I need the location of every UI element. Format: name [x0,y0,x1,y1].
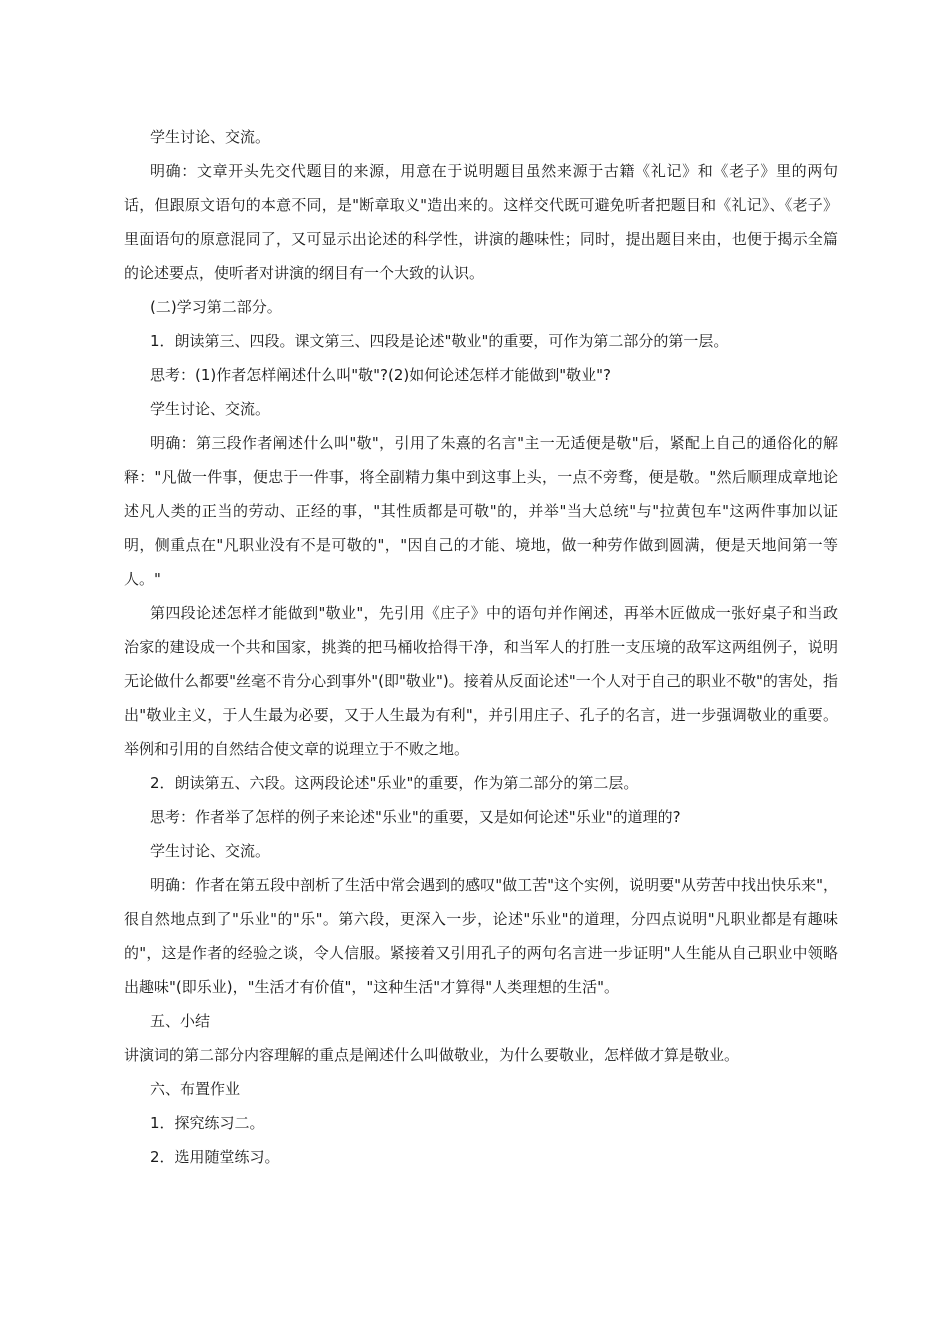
question: 思考：作者举了怎样的例子来论述"乐业"的重要，又是如何论述"乐业"的道理的? [150,808,681,826]
paragraph: 明确：文章开头先交代题目的来源，用意在于说明题目虽然来源于古籍《礼记》和《老子》里的两句话，但跟原文语句的本意不同，是"断章取义"造出来的。这样交代既可避免听者把题目和《礼记》、《老子》里面语句的原意混同了，又可显示出论述的科学性，讲演的趣味性；同时，提出题目来由，也便于揭示全篇的论述要点，使听者对讲演的纲目有一个大致的认识。 [124,162,838,282]
section-heading: 六、布置作业 [150,1080,241,1098]
paragraph: 1．朗读第三、四段。课文第三、四段是论述"敬业"的重要，可作为第二部分的第一层。 [150,332,729,350]
document-body [124,120,838,1174]
paragraph: 学生讨论、交流。 [150,842,271,860]
section-heading: 五、小结 [150,1012,211,1030]
list-item: 2．选用随堂练习。 [150,1148,280,1166]
paragraph: 2．朗读第五、六段。这两段论述"乐业"的重要，作为第二部分的第二层。 [150,774,639,792]
paragraph: 明确：作者在第五段中剖析了生活中常会遇到的感叹"做工苦"这个实例，说明要"从劳苦中找出快乐来"，很自然地点到了"乐业"的"乐"。第六段，更深入一步，论述"乐业"的道理，分四点说明"凡职业都是有趣味的"，这是作者的经验之谈，令人信服。紧接着又引用孔子的两句名言进一步证明"人生能从自己职业中领略出趣味"(即乐业)，"生活才有价值"，"这种生活"才算得"人类理想的生活"。 [124,876,838,996]
paragraph: 学生讨论、交流。 [150,128,271,146]
paragraph: 学生讨论、交流。 [150,400,271,418]
paragraph: 第四段论述怎样才能做到"敬业"，先引用《庄子》中的语句并作阐述，再举木匠做成一张好桌子和当政治家的建设成一个共和国家，挑粪的把马桶收拾得干净，和当军人的打胜一支压境的敌军这两组例子，说明无论做什么都要"丝毫不肯分心到事外"(即"敬业")。接着从反面论述"一个人对于自己的职业不敬"的害处，指出"敬业主义，于人生最为必要，又于人生最为有利"，并引用庄子、孔子的名言，进一步强调敬业的重要。举例和引用的自然结合使文章的说理立于不败之地。 [124,604,838,758]
question: 思考：(1)作者怎样阐述什么叫"敬"?(2)如何论述怎样才能做到"敬业"? [150,366,612,384]
list-item: 1．探究练习二。 [150,1114,265,1132]
section-heading: (二)学习第二部分。 [150,298,282,316]
paragraph: 讲演词的第二部分内容理解的重点是阐述什么叫做敬业，为什么要敬业，怎样做才算是敬业。 [124,1046,740,1064]
paragraph: 明确：第三段作者阐述什么叫"敬"，引用了朱熹的名言"主一无适便是敬"后，紧配上自己的通俗化的解释："凡做一件事，便忠于一件事，将全副精力集中到这事上头，一点不旁骛，便是敬。"然后顺理成章地论述凡人类的正当的劳动、正经的事，"其性质都是可敬"的，并举"当大总统"与"拉黄包车"这两件事加以证明，侧重点在"凡职业没有不是可敬的"，"因自己的才能、境地，做一种劳作做到圆满，便是天地间第一等人。" [124,434,838,588]
